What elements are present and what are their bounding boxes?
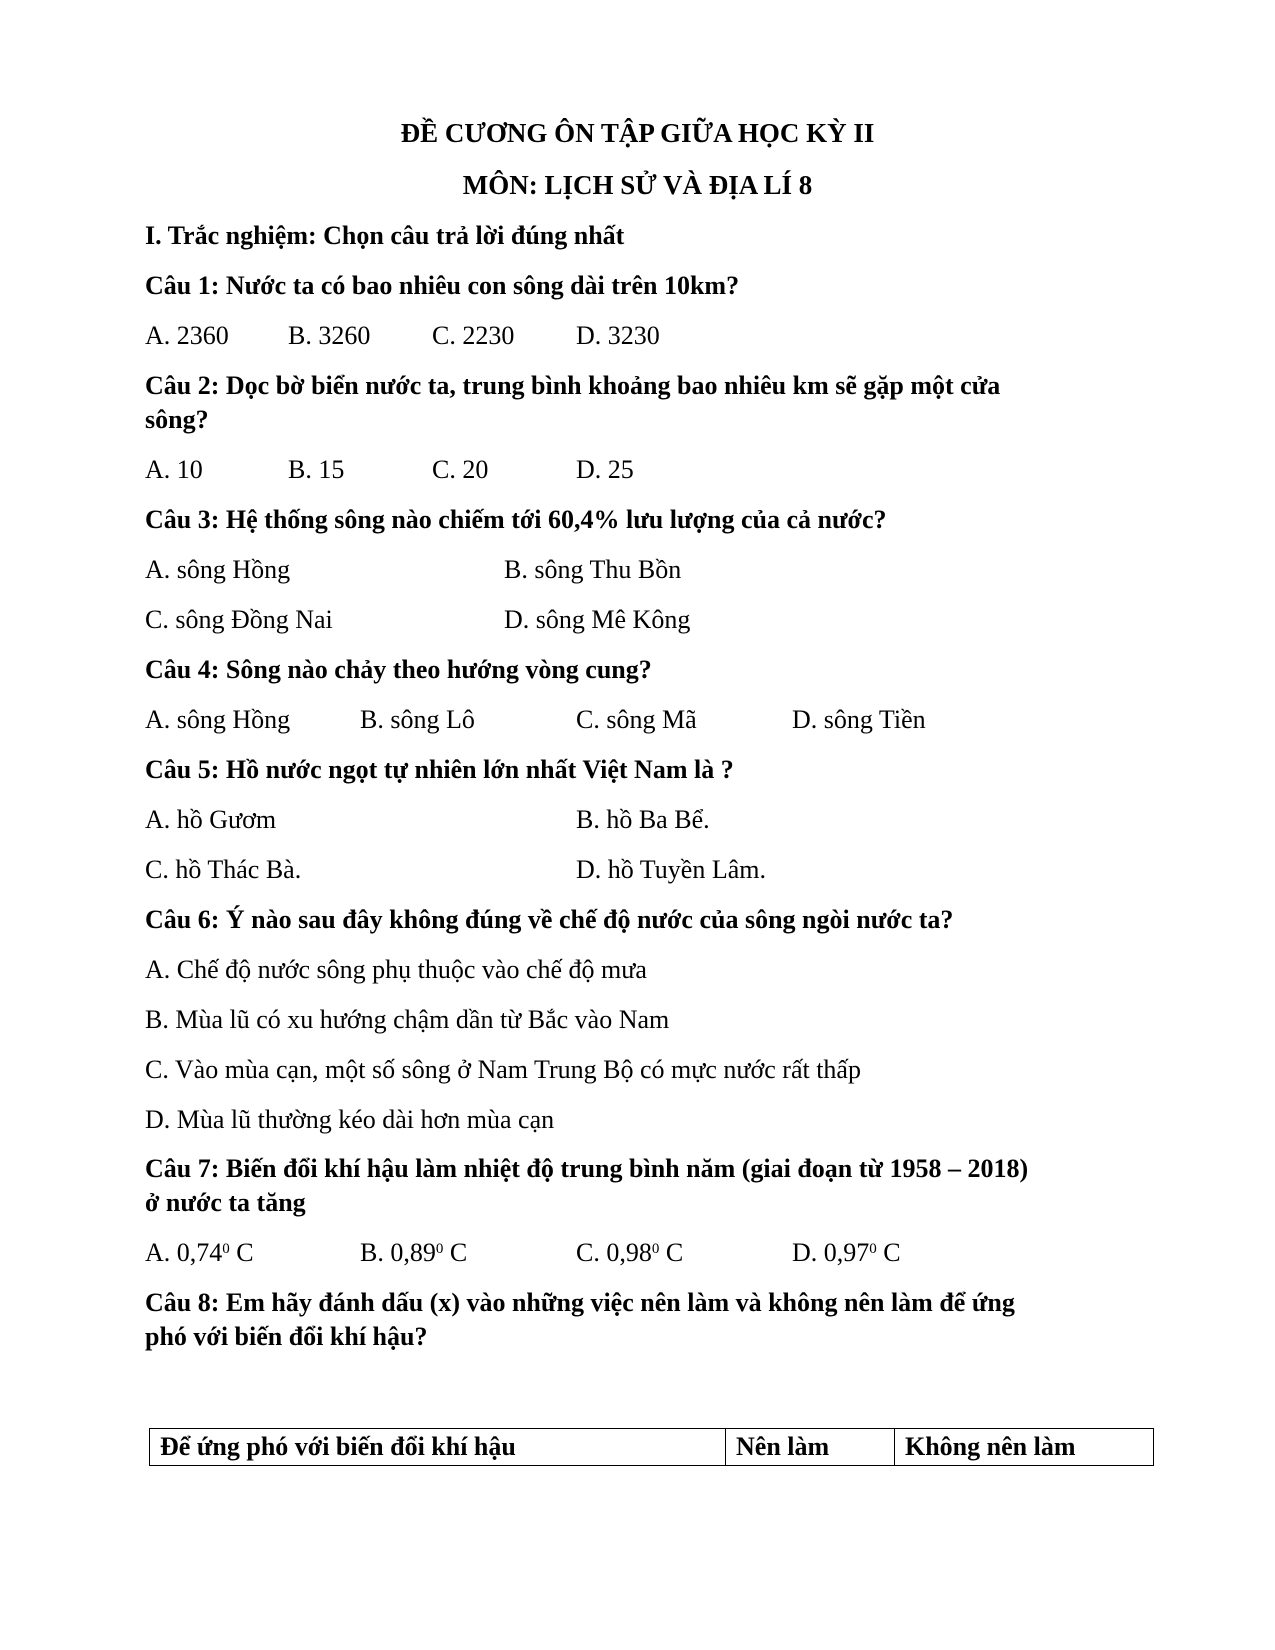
question-2-option-a: A. 10 <box>145 455 203 484</box>
table-header-action: Để ứng phó với biến đổi khí hậu <box>150 1429 726 1466</box>
section-heading: I. Trắc nghiệm: Chọn câu trả lời đúng nhất <box>145 221 625 250</box>
table-header-row <box>150 1429 1154 1466</box>
question-3-option-d: D. sông Mê Kông <box>504 605 691 634</box>
question-5-option-c: C. hồ Thác Bà. <box>145 855 302 884</box>
question-6: Câu 6: Ý nào sau đây không đúng về chế độ nước của sông ngòi nước ta? <box>145 905 954 934</box>
question-1-option-d: D. 3230 <box>576 321 660 350</box>
question-3-option-b: B. sông Thu Bồn <box>504 555 682 584</box>
question-2-line-1: Câu 2: Dọc bờ biển nước ta, trung bình khoảng bao nhiêu km sẽ gặp một cửa <box>145 371 1001 400</box>
question-1-option-b: B. 3260 <box>288 321 371 350</box>
table-header-should-not: Không nên làm <box>895 1429 1154 1466</box>
question-5-option-b: B. hồ Ba Bể. <box>576 805 710 834</box>
question-5: Câu 5: Hồ nước ngọt tự nhiên lớn nhất Việt Nam là ? <box>145 755 734 784</box>
question-7-option-b: B. 0,89$^0$ C <box>360 1238 468 1267</box>
question-7-option-d: D. 0,97$^0$ C <box>792 1238 901 1267</box>
question-2-option-c: C. 20 <box>432 455 489 484</box>
question-4-option-d: D. sông Tiền <box>792 705 926 734</box>
climate-response-table <box>149 1428 1154 1466</box>
question-8-line-2: phó với biến đổi khí hậu? <box>145 1322 428 1351</box>
question-6-option-b: B. Mùa lũ có xu hướng chậm dần từ Bắc vào Nam <box>145 1005 670 1034</box>
question-4-option-c: C. sông Mã <box>576 705 697 734</box>
question-3-option-a: A. sông Hồng <box>145 555 291 584</box>
question-8-line-1: Câu 8: Em hãy đánh dấu (x) vào những việc nên làm và không nên làm để ứng <box>145 1288 1015 1317</box>
question-7-option-a: A. 0,74$^0$ C <box>145 1238 254 1267</box>
question-2-option-d: D. 25 <box>576 455 634 484</box>
question-7-option-c: C. 0,98$^0$ C <box>576 1238 684 1267</box>
question-3: Câu 3: Hệ thống sông nào chiếm tới 60,4% lưu lượng của cả nước? <box>145 505 887 534</box>
question-6-option-d: D. Mùa lũ thường kéo dài hơn mùa cạn <box>145 1105 555 1134</box>
document-subject: MÔN: LỊCH SỬ VÀ ĐỊA LÍ 8 <box>462 170 813 200</box>
question-5-option-a: A. hồ Gươm <box>145 805 277 834</box>
question-1-option-c: C. 2230 <box>432 321 515 350</box>
question-4-option-a: A. sông Hồng <box>145 705 291 734</box>
question-1-option-a: A. 2360 <box>145 321 229 350</box>
document-title: ĐỀ CƯƠNG ÔN TẬP GIỮA HỌC KỲ II <box>400 118 875 148</box>
question-3-option-c: C. sông Đồng Nai <box>145 605 333 634</box>
question-2-line-2: sông? <box>145 405 209 434</box>
question-1: Câu 1: Nước ta có bao nhiêu con sông dài trên 10km? <box>145 271 740 300</box>
question-4-option-b: B. sông Lô <box>360 705 475 734</box>
question-6-option-c: C. Vào mùa cạn, một số sông ở Nam Trung Bộ có mực nước rất thấp <box>145 1055 861 1084</box>
question-7-line-1: Câu 7: Biến đổi khí hậu làm nhiệt độ trung bình năm (giai đoạn từ 1958 – 2018) <box>145 1154 1029 1183</box>
question-4: Câu 4: Sông nào chảy theo hướng vòng cung? <box>145 655 652 684</box>
question-5-option-d: D. hồ Tuyền Lâm. <box>576 855 766 884</box>
question-7-line-2: ở nước ta tăng <box>145 1188 306 1217</box>
table-header-should: Nên làm <box>726 1429 895 1466</box>
question-6-option-a: A. Chế độ nước sông phụ thuộc vào chế độ mưa <box>145 955 647 984</box>
question-2-option-b: B. 15 <box>288 455 345 484</box>
